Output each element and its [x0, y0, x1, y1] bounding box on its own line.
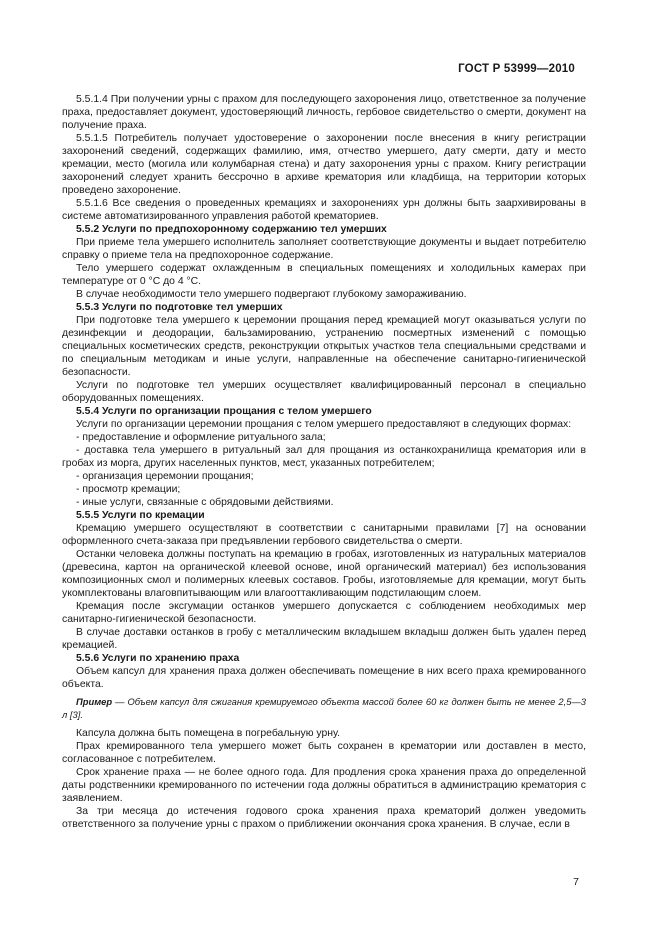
example-label: Пример [76, 696, 113, 707]
section-heading-5-5-6: 5.5.6 Услуги по хранению праха [76, 653, 240, 664]
paragraph-5-5-1-4: 5.5.1.4 При получении урны с прахом для последующего захоронения лицо, ответственное за получение праха, предоставляет документ, удостоверяющий личность, гербовое свидетельство о смерти, документ на получение праха. [62, 94, 586, 131]
paragraph: В случае доставки останков в гробу с металлическим вкладышем вкладыш должен быть удален перед кремацией. [62, 627, 586, 651]
paragraph: Услуги по организации церемонии прощания с телом умершего предоставляют в следующих формах: [76, 419, 572, 430]
paragraph-5-5-1-5: 5.5.1.5 Потребитель получает удостоверение о захоронении после внесения в книгу регистрации захоронений сведений, содержащих фамилию, имя, отчество умершего, дату смерти, дату и место кремации, место (могила или колумбарная стена) и дату захоронения урны с прахом. Книгу регистрации захоронений следует хранить бессрочно в архиве крематория или кладбища, на территории которых проведено захоронение. [62, 133, 586, 196]
section-heading-5-5-3: 5.5.3 Услуги по подготовке тел умерших [76, 302, 283, 313]
page-number: 7 [573, 876, 579, 888]
paragraph: Капсула должна быть помещена в погребальную урну. [76, 728, 341, 739]
paragraph: При приеме тела умершего исполнитель заполняет соответствующие документы и выдает потребителю справку о приеме тела на предпохоронное содержание. [62, 237, 586, 261]
paragraph: Кремацию умершего осуществляют в соответствии с санитарными правилами [7] на основании оформленного счета-заказа при предъявлении гербового свидетельства о смерти. [62, 523, 586, 547]
paragraph: В случае необходимости тело умершего подвергают глубокому замораживанию. [76, 289, 467, 300]
list-item: - просмотр кремации; [76, 484, 181, 495]
paragraph: Услуги по подготовке тел умерших осуществляет квалифицированный персонал в специально оборудованных помещениях. [62, 380, 586, 404]
paragraph-5-5-1-6: 5.5.1.6 Все сведения о проведенных кремациях и захоронениях урн должны быть заархивированы в системе автоматизированного управления работой крематориев. [62, 198, 586, 222]
list-item: - предоставление и оформление ритуального зала; [76, 432, 326, 443]
paragraph: За три месяца до истечения годового срока хранения праха крематорий должен уведомить ответственного за получение урны с прахом о приближении окончания срока хранения. В случае, если в [62, 806, 586, 830]
paragraph: Прах кремированного тела умершего может быть сохранен в крематории или доставлен в место, согласованное с потребителем. [62, 741, 586, 765]
paragraph: Кремация после эксгумации останков умершего допускается с соблюдением необходимых мер санитарно-гигиенической безопасности. [62, 601, 586, 625]
document-body [62, 93, 586, 831]
list-item: - доставка тела умершего в ритуальный зал для прощания из останкохранилища крематория или в гробах из морга, других населенных пунктов, мест, указанных потребителем; [62, 445, 586, 469]
paragraph: Тело умершего содержат охлажденным в специальных помещениях и холодильных камерах при температуре от 0 °С до 4 °С. [62, 263, 586, 287]
paragraph: При подготовке тела умершего к церемонии прощания перед кремацией могут оказываться услуги по дезинфекции и деодорации, бальзамированию, устранению посмертных изменений с помощью специальных косметических средств, реконструкции открытых участков тела специальными средствами и по специальным методикам и иные услуги, направленные на обеспечение санитарно-гигиенической безопасности. [62, 315, 586, 378]
paragraph: Останки человека должны поступать на кремацию в гробах, изготовленных из натуральных материалов (древесина, картон на органической клеевой основе, иной органический материал) без использования композиционных смол и полимерных клеевых составов. Гробы, изготовляемые для кремации, могут быть укомплектованы влаговпитывающим или влагооттакливающим подстилающим слоем. [62, 549, 586, 599]
list-item: - иные услуги, связанные с обрядовыми действиями. [76, 497, 334, 508]
list-item: - организация церемонии прощания; [76, 471, 254, 482]
standard-id-header: ГОСТ Р 53999—2010 [458, 63, 575, 75]
section-heading-5-5-4: 5.5.4 Услуги по организации прощания с телом умершего [76, 406, 372, 417]
paragraph: Объем капсул для хранения праха должен обеспечивать помещение в них всего праха кремированного объекта. [62, 666, 586, 690]
example-text: — Объем капсул для сжигания кремируемого объекта массой более 60 кг должен быть не менее 2,5—3 л [3]. [62, 696, 586, 720]
example-note [62, 696, 586, 721]
section-heading-5-5-5: 5.5.5 Услуги по кремации [76, 510, 205, 521]
paragraph: Срок хранение праха — не более одного года. Для продления срока хранения праха до определенной даты родственники кремированного по истечении года должны обратиться в администрацию крематория с заявлением. [62, 767, 586, 804]
section-heading-5-5-2: 5.5.2 Услуги по предпохоронному содержанию тел умерших [76, 224, 387, 235]
